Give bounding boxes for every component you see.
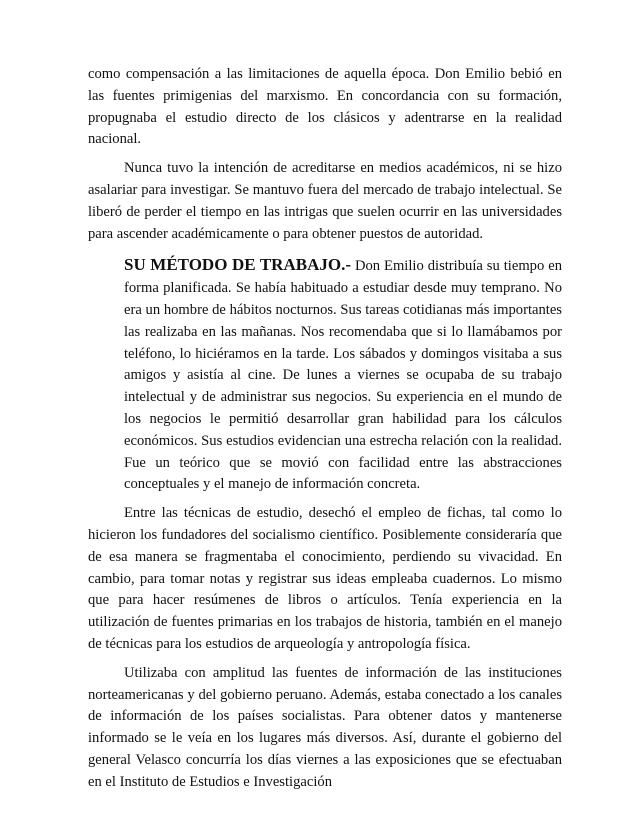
document-page — [88, 64, 562, 794]
paragraph-2: Nunca tuvo la intención de acreditarse en medios académicos, ni se hizo asalariar para investigar. Se mantuvo fuera del mercado de trabajo intelectual. Se liberó de perder el tiempo en las intrigas que suelen ocurrir en las universidades para ascender académicamente o para obtener puestos de autoridad. — [88, 160, 562, 242]
section-body: Don Emilio distribuía su tiempo en forma planificada. Se había habituado a estudiar desde muy temprano. No era un hombre de hábitos nocturnos. Sus tareas cotidianas más importantes las realizaba en las mañanas. Nos recomendaba que si lo llamábamos por teléfono, lo hiciéramos en la tarde. Los sábados y domingos visitaba a sus amigos y asistía al cine. De lunes a viernes se ocupaba de su trabajo intelectual y de administrar sus negocios. Su experiencia en el mundo de los negocios le permitió desarrollar gran habilidad para los cálculos económicos. Sus estudios evidencian una estrecha relación con la realidad. Fue un teórico que se movió con facilidad entre las abstracciones conceptuales y el manejo de información concreta. — [124, 258, 562, 493]
section-heading: SU MÉTODO DE TRABAJO.- — [124, 255, 351, 275]
paragraph-4: Entre las técnicas de estudio, desechó el empleo de fichas, tal como lo hicieron los fundadores del socialismo científico. Posiblemente consideraría que de esa manera se fragmentaba el conocimiento, perdiendo su vivacidad. En cambio, para tomar notas y registrar sus ideas empleaba cuadernos. Lo mismo que para hacer resúmenes de libros o artículos. Tenía experiencia en la utilización de fuentes primarias en los trabajos de historia, también en el manejo de técnicas para los estudios de arqueología y antropología física. — [88, 505, 562, 652]
paragraph-1: como compensación a las limitaciones de aquella época. Don Emilio bebió en las fuentes primigenias del marxismo. En concordancia con su formación, propugnaba el estudio directo de los clásicos y adentrarse en la realidad nacional. — [88, 66, 562, 148]
method-section — [124, 254, 562, 496]
paragraph-5: Utilizaba con amplitud las fuentes de información de las instituciones norteamericanas y del gobierno peruano. Además, estaba conectado a los canales de información de los países socialistas. Para obtener datos y mantenerse informado se le veía en los lugares más diversos. Así, durante el gobierno del general Velasco concurría los días viernes a las exposiciones que se efectuaban en el Instituto de Estudios e Investigación — [88, 664, 562, 790]
